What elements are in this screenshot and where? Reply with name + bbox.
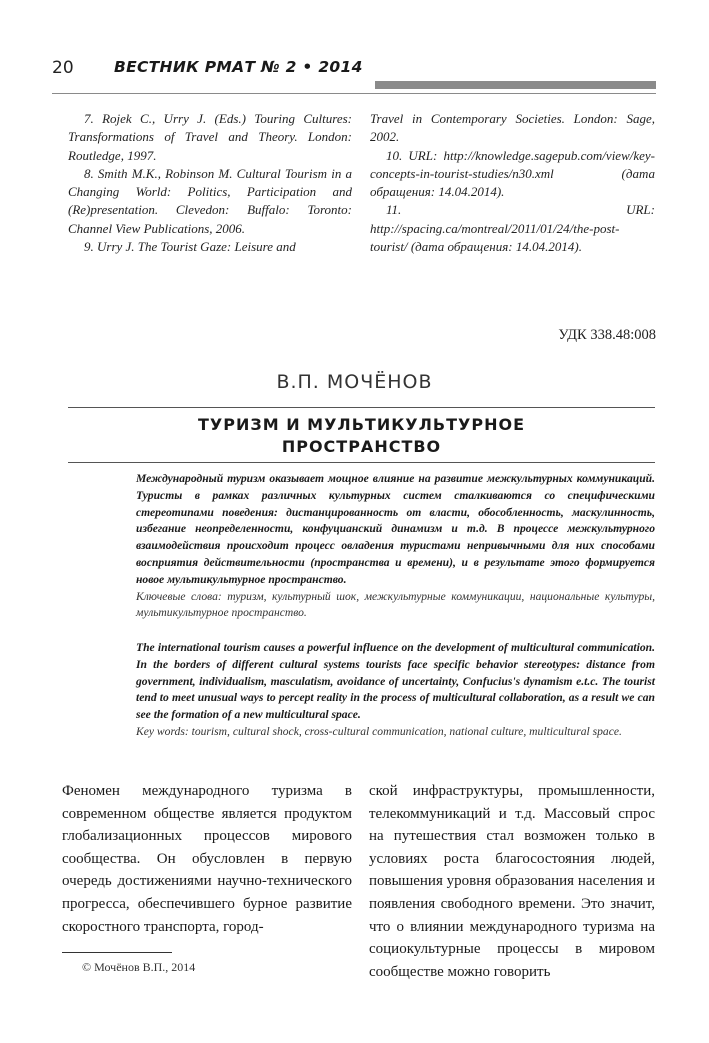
page-number: 20 bbox=[52, 58, 74, 78]
body-column-right bbox=[369, 780, 655, 983]
copyright-footnote: © Мочёнов В.П., 2014 bbox=[82, 960, 196, 974]
header-rule bbox=[52, 93, 656, 94]
reference-item: 11. URL: http://spacing.ca/montreal/2011/01/24/the-post-tourist/ (дата обращения: 14.04.2014). bbox=[370, 202, 655, 255]
reference-item: 9. Urry J. The Tourist Gaze: Leisure and bbox=[84, 239, 296, 255]
references-left-column bbox=[68, 110, 352, 256]
title-rule-top bbox=[68, 407, 655, 408]
footnote-rule bbox=[62, 952, 172, 953]
title-rule-bottom bbox=[68, 462, 655, 463]
article-title bbox=[68, 414, 655, 458]
abstract-russian bbox=[136, 471, 655, 622]
article-author: В.П. МОЧЁНОВ bbox=[276, 371, 433, 393]
body-column-left bbox=[62, 780, 352, 938]
reference-item: 7. Rojek C., Urry J. (Eds.) Touring Cultures: Transformations of Travel and Theory. London: Routledge, 1997. bbox=[68, 111, 352, 163]
running-header bbox=[52, 56, 656, 86]
abstract-english bbox=[136, 640, 655, 741]
title-line: ПРОСТРАНСТВО bbox=[281, 437, 442, 456]
body-paragraph: ской инфраструктуры, промышленности, телекоммуникаций и т.д. Массовый спрос на путешествия стал возможен только в условиях роста благосостояния людей, повышения уровня образования населения и появления свободного времени. Это значит, что о влиянии международного туризма на социокультурные процессы в мировом сообществе можно говорить bbox=[369, 783, 655, 980]
keywords: Ключевые слова: туризм, культурный шок, межкультурные коммуникации, национальные культуры, мультикультурное пространство. bbox=[136, 589, 655, 620]
body-paragraph: Феномен международного туризма в современном обществе является продуктом глобализационных процессов мирового сообщества. Он обусловлен в первую очередь достижениями научно-технического прогресса, обеспечившего бурное развитие скоростного транспорта, город- bbox=[62, 783, 352, 935]
abstract-text: Международный туризм оказывает мощное влияние на развитие межкультурных коммуникаций. Туристы в рамках различных культурных систем сталкиваются со специфическими стереотипами поведения: дистанцированность от власти, обособленность, маскулинность, избегание неопределенности, конфуцианский динамизм и т.д. В процессе межкультурного взаимодействия происходит процесс овладения туристами непривычными для них способами восприятия действительности (пространства и времени), и в результате этого формируется новое мультикультурное пространство. bbox=[136, 472, 655, 586]
reference-item: 8. Smith M.K., Robinson M. Cultural Tourism in a Changing World: Politics, Participation and (Re)presentation. Clevedon: Buffalo: Toronto: Channel View Publications, 2006. bbox=[68, 165, 352, 236]
keywords: Key words: tourism, cultural shock, cross-cultural communication, national culture, multicultural space. bbox=[136, 724, 622, 738]
abstract-text: The international tourism causes a powerful influence on the development of multicultural communication. In the borders of different cultural systems tourists face specific behavior stereotypes: distance from government, individualism, masculatism, avoidance of uncertainty, Confucius's dynamism e.t.c. The tourist tend to meet unusual ways to percept reality in the process of multicultural collaboration, as a result we can see the formation of a new multicultural space. bbox=[136, 641, 655, 722]
header-bar-decoration bbox=[375, 81, 656, 89]
reference-item: 10. URL: http://knowledge.sagepub.com/view/key-concepts-in-tourist-studies/n30.xml (дата обращения: 14.04.2014). bbox=[370, 147, 655, 200]
journal-title: ВЕСТНИК РМАТ № 2 • 2014 bbox=[114, 58, 363, 76]
title-line: ТУРИЗМ И МУЛЬТИКУЛЬТУРНОЕ bbox=[197, 415, 526, 434]
udc-code: УДК 338.48:008 bbox=[558, 327, 656, 343]
references-right-column bbox=[370, 110, 655, 256]
reference-continuation: Travel in Contemporary Societies. London: Sage, 2002. bbox=[370, 111, 655, 145]
